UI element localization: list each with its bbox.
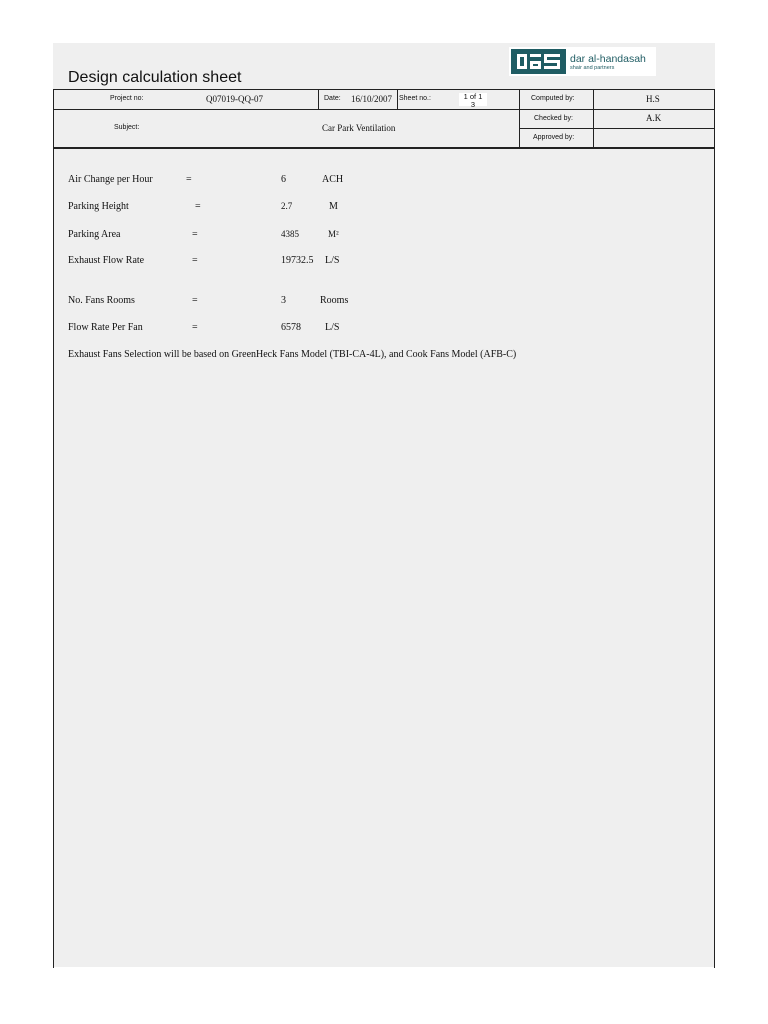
approved-label: Approved by: bbox=[533, 134, 575, 141]
logo-name: dar al-handasah bbox=[570, 53, 646, 65]
date-label: Date: bbox=[324, 95, 341, 102]
calc-label: Exhaust Flow Rate bbox=[68, 255, 145, 266]
subject-value: Car Park Ventilation bbox=[322, 123, 396, 133]
subject-label: Subject: bbox=[114, 124, 140, 131]
date-value: 16/10/2007 bbox=[351, 94, 393, 104]
project-label: Project no: bbox=[110, 95, 144, 102]
project-value: Q07019-QQ-07 bbox=[206, 94, 263, 104]
calc-unit: ACH bbox=[322, 174, 344, 185]
calc-label: No. Fans Rooms bbox=[68, 295, 135, 306]
company-logo bbox=[509, 47, 656, 76]
calc-eq: = bbox=[186, 174, 192, 185]
calc-eq: = bbox=[192, 229, 198, 240]
calc-label: Flow Rate Per Fan bbox=[68, 322, 143, 333]
checked-value: A.K bbox=[646, 113, 662, 123]
calc-unit: L/S bbox=[325, 255, 340, 266]
sheet-title: Design calculation sheet bbox=[68, 69, 242, 86]
sheet-value-line2: 3 bbox=[470, 100, 476, 109]
checked-label: Checked by: bbox=[534, 115, 573, 122]
calculation-body bbox=[53, 147, 715, 968]
calc-eq: = bbox=[192, 295, 198, 306]
calc-value: 4385 bbox=[281, 229, 299, 239]
calc-value: 3 bbox=[281, 295, 286, 306]
calc-unit: Rooms bbox=[320, 295, 349, 306]
computed-label: Computed by: bbox=[531, 95, 575, 102]
calc-eq: = bbox=[195, 201, 201, 212]
calc-value: 6 bbox=[281, 174, 286, 185]
computed-value: H.S bbox=[646, 94, 660, 104]
calculation-sheet bbox=[53, 43, 715, 967]
calc-label: Parking Height bbox=[68, 201, 129, 212]
dar-logo-icon bbox=[511, 49, 566, 74]
calc-value: 2.7 bbox=[281, 201, 293, 211]
calc-unit: M bbox=[329, 201, 338, 212]
calc-label: Air Change per Hour bbox=[68, 174, 153, 185]
header-table bbox=[53, 89, 715, 149]
sheet-value bbox=[459, 92, 487, 109]
calc-label: Parking Area bbox=[68, 229, 121, 240]
calc-eq: = bbox=[192, 255, 198, 266]
sheet-label: Sheet no.: bbox=[399, 95, 431, 102]
calc-value: 19732.5 bbox=[281, 255, 314, 266]
sheet-value-line1: 1 of 1 bbox=[463, 92, 483, 101]
calc-unit: M² bbox=[328, 229, 339, 239]
calc-unit: L/S bbox=[325, 322, 340, 333]
calc-eq: = bbox=[192, 322, 198, 333]
selection-note: Exhaust Fans Selection will be based on GreenHeck Fans Model (TBI-CA-4L), and Cook Fans Model (AFB-C) bbox=[68, 349, 517, 360]
logo-subtitle: shair and partners bbox=[570, 65, 615, 71]
calc-value: 6578 bbox=[281, 322, 301, 333]
